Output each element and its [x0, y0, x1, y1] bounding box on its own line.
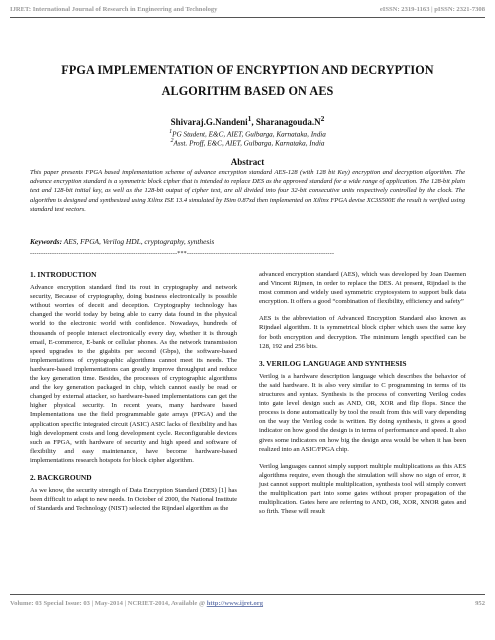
- affiliation-1-sup: 1: [169, 129, 173, 135]
- abstract-text: This paper presents FPGA based implementation scheme of advance encryption standard AES-128 (with 128 bit Key) encryption and decryption algorithm. The advance encryption standard is a symmetric block cipher that is intended to replace DES as the approved standard for a wide range of application. The 128-bit plain text and 128-bit initial key, as well as the 128-bit output of cipher text, are all divided into four 32-bit consecutive units respectively controlled by the clock. The algorithm is designed and synthesized using Xilinx ISE 13.4 simulated by ISim 0.87xd then implemented on Xilinx FPGA devise XC3S500E the result is verified using standard test vectors.: [30, 169, 465, 213]
- header-rule: [10, 17, 485, 18]
- running-header: [10, 6, 485, 13]
- title-line-1: FPGA IMPLEMENTATION OF ENCRYPTION AND DECRYPTION: [61, 63, 434, 77]
- footer-citation: [10, 600, 263, 607]
- affiliation-2-sup: 2: [170, 138, 174, 144]
- verilog-paragraph: Verilog is a hardware description language which describes the behavior of the said hardware. It is also very similar to C programming in terms of its structures and syntax. Synthesis is the process of converting Verilog codes into gate level design such as AND, OR, XOR and flip flops. Since the process is done automatically by tool the result from this will vary depending on the way the Verilog code is written. By doing synthesis, it gives a good indicator on how good the design is in terms of performance and speed. It also gives some indicators on how big the design area would be when it has been realized into an ASIC/FPGA chip.: [259, 372, 466, 453]
- page-number: 952: [475, 600, 485, 607]
- keywords-text: AES, FPGA, Verilog HDL, cryptography, synthesis: [62, 237, 215, 246]
- footer-rule: [10, 594, 485, 595]
- author-separator: ,: [251, 117, 256, 127]
- author-1-sup: 1: [247, 114, 252, 123]
- journal-url-link[interactable]: http://www.ijret.org: [206, 600, 264, 607]
- section-2-paragraph: As we know, the security strength of Data Encryption Standard (DES) [1] has been difficult to adapt to new needs. In October of 2000, the National Institute of Standards and Technology (NIST) selected the Rijndael algorithm as the: [30, 487, 237, 513]
- author-2-sup: 2: [320, 114, 325, 123]
- section-separator: -------------------------------------------------------------------***-------------------------------------------------------------------: [30, 251, 335, 257]
- affiliation-2-text: Asst. Proff, E&C, AIET, Gulbarga, Karnataka, India: [173, 139, 325, 148]
- running-footer: [10, 600, 485, 607]
- paper-title: [20, 60, 475, 102]
- keywords: [30, 237, 465, 246]
- left-column: [30, 270, 237, 521]
- section-3-heading: 3. VERILOG LANGUAGE AND SYNTHESIS: [259, 358, 407, 368]
- author-1: Shivaraj.G.Nandeni: [170, 117, 248, 127]
- author-2: Sharanagouda.N: [255, 117, 321, 127]
- right-column: [259, 270, 466, 524]
- section-2-heading: 2. BACKGROUND: [30, 472, 92, 482]
- journal-name: IJRET: International Journal of Research in Engineering and Technology: [10, 6, 218, 13]
- footer-volume-info: Volume: 03 Special Issue: 03 | May-2014 | NCRIET-2014, Available @: [10, 600, 207, 607]
- affiliation-2: [0, 138, 495, 147]
- aes-definition-paragraph: AES is the abbreviation of Advanced Encryption Standard also known as Rijndael algorithm. It is symmetrical block cipher which uses the same key for both encryption and decryption. The minimum length specified can be 128, 192 and 256 bits.: [259, 315, 466, 350]
- section-1-heading: 1. INTRODUCTION: [30, 270, 97, 279]
- keywords-label: Keywords:: [30, 237, 63, 246]
- abstract-heading: Abstract: [230, 157, 265, 167]
- title-line-2: ALGORITHM BASED ON AES: [161, 84, 334, 98]
- issn-info: eISSN: 2319-1163 | pISSN: 2321-7308: [379, 6, 485, 13]
- section-1-paragraph: Advance encryption standard find its rout in cryptography and network security, Because of cryptography, doing business electronically is possible without worries of deceit and deception. Cryptography technology has changed the world today by being able to carry data found in the physical world to the electronic world with confidence. Nowadays, hundreds of thousands of people interact electronically every day, whether it is through email, E-commerce, E-bank or cellular phones. As the network transmission speed upgrades to the gigabits per second (Gbps), the software-based implementations of cryptographic algorithms cannot meet its needs. The hardware-based implementations can greatly improve throughput and reduce the key generation time. Besides, the processes of cryptographic algorithms and the key generation packaged in chip, which cannot easily be read or changed by external attacker, so hardware-based implementations can get the higher physical security. In recent years, many hardware based Implementations use the field programmable gate arrays (FPGA) and the application specific integrated circuit (ASIC) ASIC lacks of flexibility and has high development costs and long development cycle. Reconfigurable devices such as FPGA, with hardware of security and high speed and software of flexibility and easy maintenance, have become hardware-based implementations research hotspots for block cipher algorithm.: [30, 284, 237, 464]
- affiliation-1-text: PG Student, E&C, AIET, Gulbarga, Karnataka, India: [172, 130, 326, 139]
- author-list: [0, 114, 495, 127]
- verilog-limitations-paragraph: Verilog languages cannot simply support multiple multiplications as this AES algorithms require, even though the simulation will show no sign of error, it just cannot support multiple multiplication, synthesis tool will simply convert the multiplication part into some gates without proper propagation of the multiplication. Gates here are referring to AND, OR, XOR, XNOR gates and so firth. These will result: [259, 462, 466, 516]
- section-2-continued-paragraph: advanced encryption standard (AES), which was developed by Joan Daemen and Vincent Rijmen, in order to replace the DES. At present, Rijndael is the most common and widely used symmetric cryptosystem to support bulk data encryption. It offers a good “combination of flexibility, efficiency and safety”: [259, 271, 466, 306]
- affiliation-1: [0, 129, 495, 138]
